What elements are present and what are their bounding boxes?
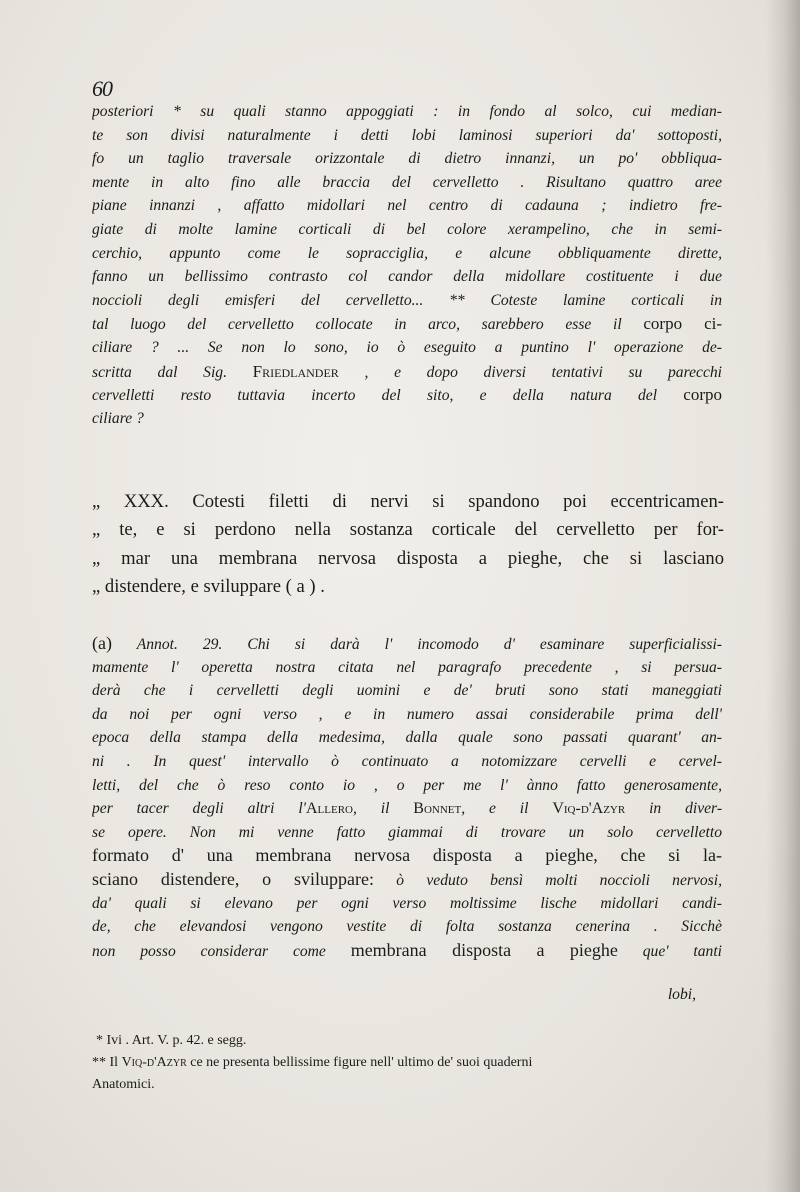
text-line: „ distendere, e sviluppare ( a ) . xyxy=(92,575,325,597)
quoted-paragraph xyxy=(92,488,724,601)
text-segment: Annot. 29. Chi si darà l' incomodo d' esaminare superficialissi- xyxy=(136,636,722,653)
text-line: da' quali si elevano per ogni verso moltissime lische midollari candi- xyxy=(92,894,722,912)
person-name: Allero xyxy=(305,800,353,818)
person-name: Friedlander xyxy=(252,361,339,381)
text-line: „ mar una membrana nervosa disposta a pieghe, che si lasciano xyxy=(92,547,724,569)
person-name: Bonnet xyxy=(413,800,462,818)
text-segment: , e dopo diversi tentativi su parecchi xyxy=(364,363,722,381)
text-line: fo un taglio traversale orizzontale di dietro innanzi, un po' obbliqua- xyxy=(92,150,722,168)
text-segment: , e il xyxy=(461,800,529,818)
text-line: mente in alto fino alle braccia del cervelletto . Risultano quattro aree xyxy=(92,173,722,191)
text-segment: tal luogo del cervelletto collocate in arco, sarebbero esse il xyxy=(92,316,622,334)
footnote xyxy=(92,1052,722,1074)
footnotes xyxy=(92,1030,722,1096)
text-line: ciliare ? ... Se non lo sono, io ò eseguito a puntino l' operazione de- xyxy=(92,338,722,356)
text-line: posteriori * su quali stanno appoggiati : in fondo al solco, cui median- xyxy=(92,103,722,120)
text-line: ciliare ? xyxy=(92,409,144,427)
text-line xyxy=(92,939,722,963)
text-line xyxy=(92,312,722,336)
text-line: formato d' una membrana nervosa disposta a pieghe, che si la- xyxy=(92,845,722,866)
text-line xyxy=(92,360,722,384)
text-segment: ** Il xyxy=(92,1055,119,1070)
text-segment-upright: corpo ci- xyxy=(643,314,722,334)
text-segment-upright: sciano distendere, o sviluppare: xyxy=(92,868,375,889)
text-line: noccioli degli emisferi del cervelletto... ** Coteste lamine corticali in xyxy=(92,291,722,309)
text-line: de, che elevandosi vengono vestite di folta sostanza cenerina . Sicchè xyxy=(92,918,722,936)
text-line: cerchio, appunto come le sopracciglia, e alcune obbliquamente dirette, xyxy=(92,244,722,262)
text-line: giate di molte lamine corticali di bel colore xerampelino, che in semi- xyxy=(92,220,722,238)
text-line: „ te, e si perdono nella sostanza corticale del cervelletto per for- xyxy=(92,519,724,541)
text-segment: non posso considerar come xyxy=(92,942,326,960)
text-line: mamente l' operetta nostra citata nel paragrafo precedente , si persua- xyxy=(92,658,722,676)
text-segment: ce ne presenta bellissime figure nell' ultimo de' suoi quaderni xyxy=(190,1055,533,1070)
text-line: „ XXX. Cotesti filetti di nervi si spandono poi eccentricamen- xyxy=(92,491,724,512)
text-segment: per tacer degli altri l' xyxy=(92,800,306,818)
person-name: Viq-d'Azyr xyxy=(552,800,626,818)
text-segment-upright: membrana disposta a pieghe xyxy=(350,939,618,960)
text-segment: ò veduto bensì molti noccioli nervosi, xyxy=(396,871,722,889)
footnote-continuation: Anatomici. xyxy=(92,1077,155,1092)
text-segment: scritta dal Sig. xyxy=(92,363,227,381)
text-line: te son divisi naturalmente i detti lobi laminosi superiori da' sottoposti, xyxy=(92,126,722,144)
text-line: letti, del che ò reso conto io , o per me l' ànno fatto generosamente, xyxy=(92,776,722,794)
text-line: se opere. Non mi venne fatto giammai di trovare un solo cervelletto xyxy=(92,823,722,841)
text-segment-upright: corpo xyxy=(683,385,722,405)
text-line xyxy=(92,383,722,407)
text-segment: que' tanti xyxy=(642,942,722,960)
text-line: ni . In quest' intervallo ò continuato a notomizzare cervelli e cervel- xyxy=(92,752,722,770)
text-segment: , il xyxy=(352,800,390,818)
text-line: epoca della stampa della medesima, dalla quale sono passati quarant' an- xyxy=(92,729,722,747)
page-number: 60 xyxy=(92,76,112,101)
intro-paragraph xyxy=(92,100,722,430)
text-segment: in diver- xyxy=(649,800,722,818)
text-line: fanno un bellissimo contrasto col candor della midollare costituente i due xyxy=(92,268,722,286)
annotation-paragraph xyxy=(92,632,722,962)
text-segment: cervelletti resto tuttavia incerto del sito, e della natura del xyxy=(92,387,658,405)
text-line xyxy=(92,797,722,821)
person-name: Viq-d'Azyr xyxy=(121,1055,187,1070)
text-line: piane innanzi , affatto midollari nel centro di cadauna ; indietro fre- xyxy=(92,197,722,215)
page-spine-shadow xyxy=(766,0,800,1192)
text-line: derà che i cervelletti degli uomini e de' bruti sono stati maneggiati xyxy=(92,682,722,700)
annotation-mark: (a) xyxy=(92,633,112,653)
text-line xyxy=(92,868,722,892)
text-line: da noi per ogni verso , e in numero assai considerabile prima dell' xyxy=(92,705,722,723)
text-line xyxy=(92,632,722,656)
catchword: lobi, xyxy=(667,986,696,1003)
footnote: * Ivi . Art. V. p. 42. e segg. xyxy=(96,1033,247,1048)
